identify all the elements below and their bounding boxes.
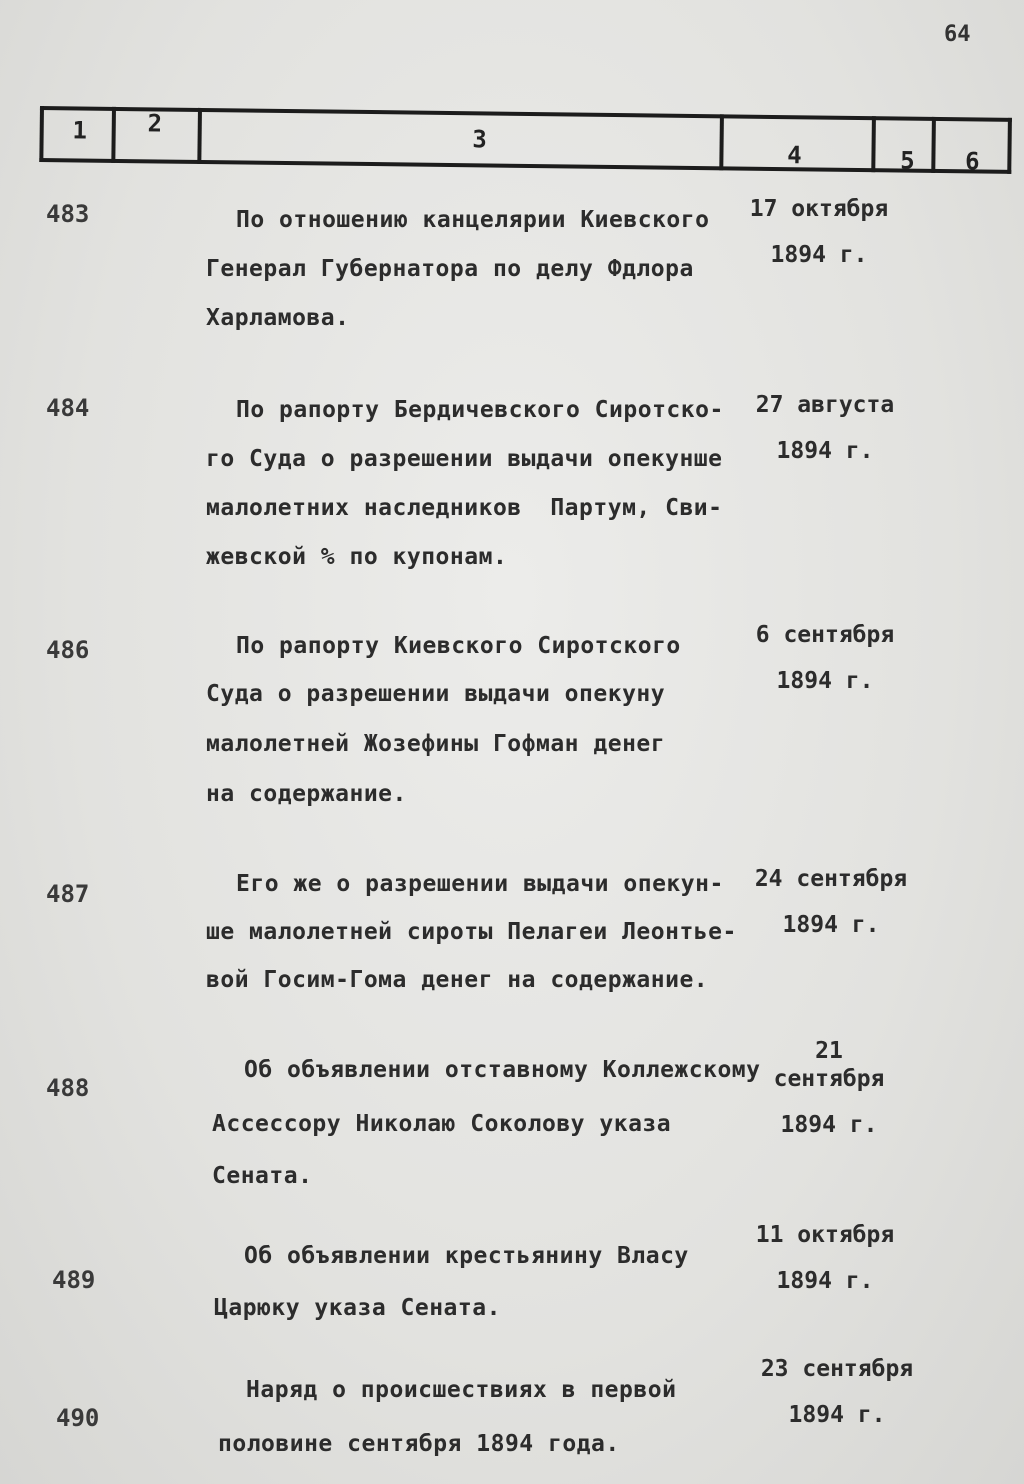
entry-date-year: 1894 г. (770, 242, 868, 268)
entry-date-year: 1894 г. (776, 438, 874, 464)
entry-number: 483 (46, 200, 90, 228)
entry-text-line: Генерал Губернатора по делу Фдлора (206, 256, 694, 282)
entry-date-day: 27 августа (755, 392, 895, 418)
header-col-5: 5 (899, 146, 915, 175)
entry-date-day: 24 сентября (754, 866, 908, 892)
header-col-3: 3 (472, 125, 488, 154)
entry-number: 484 (46, 394, 90, 422)
entry-text-line: вой Госим-Гома денег на содержание. (206, 967, 709, 993)
header-divider (871, 116, 876, 172)
entry-date-year: 1894 г. (782, 912, 880, 938)
header-bottom-rule (39, 158, 1011, 174)
entry-text-line: Наряд о происшествиях в первой (246, 1377, 677, 1403)
header-col-4: 4 (787, 141, 802, 170)
page-number: 64 (944, 22, 971, 47)
entry-date (734, 1028, 924, 1148)
header-col-1: 1 (72, 116, 88, 145)
entry-text-line: малолетних наследников Партум, Сви- (206, 495, 723, 521)
header-divider (1007, 118, 1012, 174)
entry-number: 489 (52, 1266, 96, 1294)
entry-text-line: Его же о разрешении выдачи опекун- (236, 871, 724, 897)
entry-date-day: 6 сентября (755, 622, 895, 648)
entry-text-line: Сената. (212, 1163, 313, 1189)
entry-text-line: По рапорту Киевского Сиротского (236, 633, 681, 659)
entry-text-line: малолетней Жозефины Гофман денег (206, 731, 666, 757)
entry-date-year: 1894 г. (776, 668, 874, 694)
entry-text-line: Об объявлении крестьянину Власу (244, 1243, 689, 1269)
entry-number: 490 (56, 1404, 100, 1432)
header-col-2: 2 (147, 109, 163, 138)
header-divider (39, 106, 44, 162)
entry-text-line: на содержание. (206, 781, 407, 807)
entry-text-line: жевской % по купонам. (206, 544, 508, 570)
entry-date (730, 612, 920, 704)
entry-date-day: 11 октября (755, 1222, 895, 1248)
header-divider (719, 114, 724, 170)
header-divider (197, 108, 202, 164)
entry-text-line: Ассессору Николаю Соколову указа (212, 1111, 672, 1137)
entry-date (742, 1346, 932, 1438)
entry-date-day: 21 (815, 1038, 843, 1064)
entry-date-year: 1894 г. (780, 1112, 878, 1138)
entry-date-day: 17 октября (749, 196, 889, 222)
entry-text-line: половине сентября 1894 года. (218, 1431, 620, 1457)
entry-text-line: ше малолетней сироты Пелагеи Леонтье- (206, 919, 737, 945)
entry-number: 486 (46, 636, 90, 664)
entry-date (736, 856, 926, 948)
entry-date (724, 186, 914, 278)
entry-text-line: По рапорту Бердичевского Сиротско- (236, 397, 724, 423)
entry-number: 487 (46, 880, 90, 908)
entry-date-month: сентября (773, 1066, 885, 1092)
entry-text-line: Об объявлении отставному Коллежскому (244, 1057, 761, 1083)
entry-date-year: 1894 г. (788, 1402, 886, 1428)
header-divider (931, 117, 936, 173)
entry-text-line: Царюку указа Сената. (214, 1295, 501, 1321)
entry-date-day: 23 сентября (760, 1356, 914, 1382)
entry-date-year: 1894 г. (776, 1268, 874, 1294)
header-col-6: 6 (964, 147, 980, 176)
table-header (39, 106, 1012, 178)
entry-date (730, 382, 920, 474)
entry-text-line: Суда о разрешении выдачи опекуну (206, 681, 666, 707)
entry-text-line: Харламова. (206, 305, 350, 331)
header-divider (111, 107, 116, 163)
entry-text-line: По отношению канцелярии Киевского (236, 207, 710, 233)
entry-number: 488 (46, 1074, 90, 1102)
entry-text-line: го Суда о разрешении выдачи опекунше (206, 446, 723, 472)
entry-date (730, 1212, 920, 1304)
